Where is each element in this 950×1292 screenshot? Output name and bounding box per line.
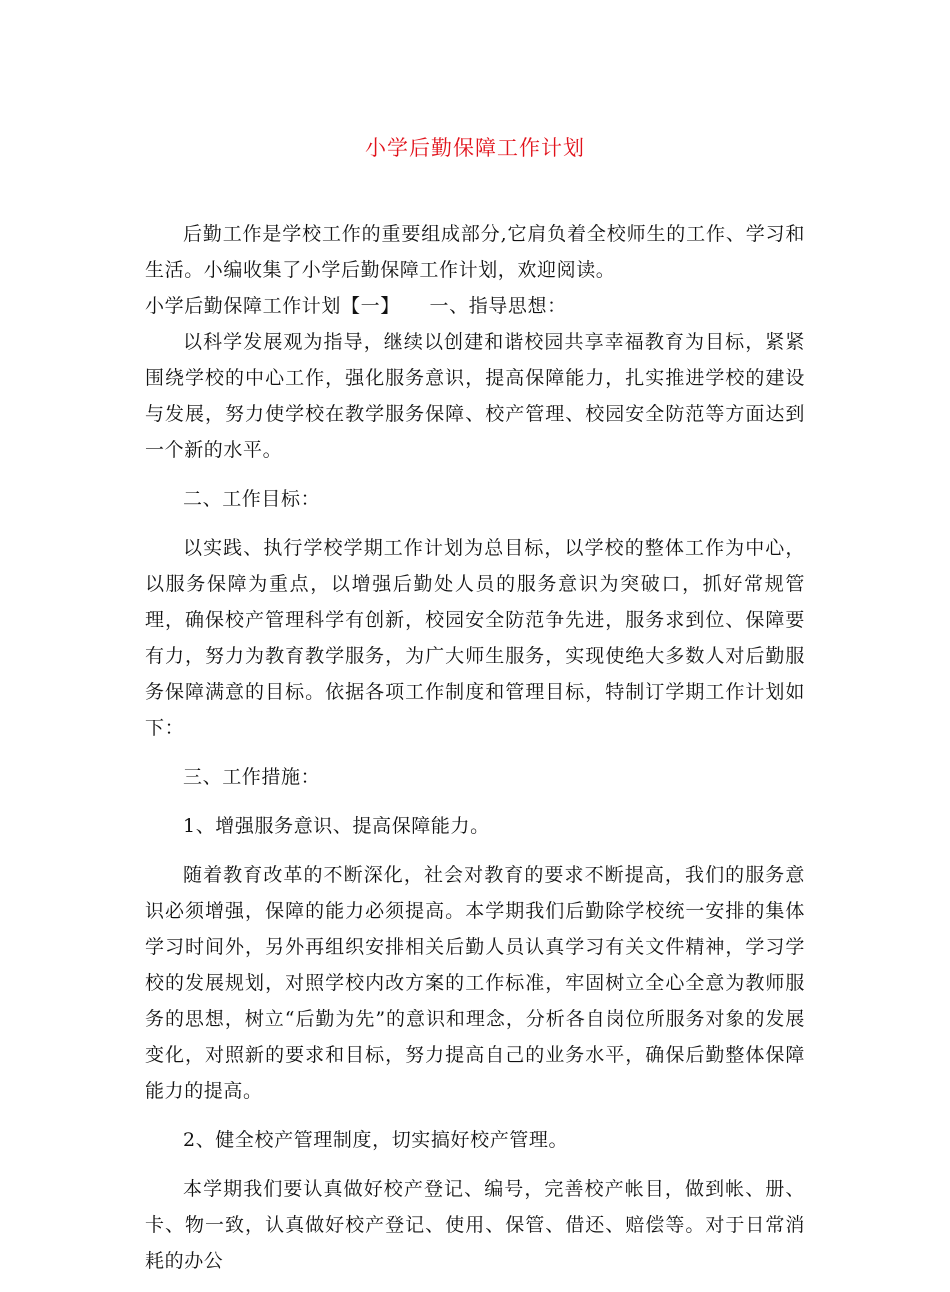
intro-paragraph: 后勤工作是学校工作的重要组成部分,它肩负着全校师生的工作、学习和生活。小编收集了小学后勤保障工作计划，欢迎阅读。: [145, 223, 805, 281]
measure-heading-two: 2、健全校产管理制度，切实搞好校产管理。: [183, 1129, 569, 1151]
guiding-ideology-paragraph: 以科学发展观为指导，继续以创建和谐校园共享幸福教育为目标，紧紧围绕学校的中心工作，强化服务意识，提高保障能力，扎实推进学校的建设与发展，努力使学校在教学服务保障、校产管理、校园安全防范等方面达到一个新的水平。: [145, 331, 805, 461]
document-body: [145, 216, 805, 1292]
measure-one-paragraph: 随着教育改革的不断深化，社会对教育的要求不断提高，我们的服务意识必须增强，保障的能力必须提高。本学期我们后勤除学校统一安排的集体学习时间外，另外再组织安排相关后勤人员认真学习有关文件精神，学习学校的发展规划，对照学校内改方案的工作标准，牢固树立全心全意为教师服务的思想，树立“后勤为先”的意识和理念，分析各自岗位所服务对象的发展变化，对照新的要求和目标，努力提高自己的业务水平，确保后勤整体保障能力的提高。: [145, 864, 805, 1102]
measure-heading-one: 1、增强服务意识、提高保障能力。: [183, 815, 490, 837]
document-title: 小学后勤保障工作计划: [365, 136, 585, 160]
plan-heading-one: 小学后勤保障工作计划【一】 一、指导思想：: [145, 295, 567, 317]
measure-two-paragraph: 本学期我们要认真做好校产登记、编号，完善校产帐目，做到帐、册、卡、物一致，认真做好校产登记、使用、保管、借还、赔偿等。对于日常消耗的办公: [145, 1178, 805, 1272]
section-heading-measures: 三、工作措施：: [183, 766, 321, 788]
section-heading-goals: 二、工作目标：: [183, 488, 321, 510]
goals-paragraph: 以实践、执行学校学期工作计划为总目标，以学校的整体工作为中心，以服务保障为重点，以增强后勤处人员的服务意识为突破口，抓好常规管理，确保校产管理科学有创新，校园安全防范争先进，服务求到位、保障要有力，努力为教育教学服务，为广大师生服务，实现使绝大多数人对后勤服务保障满意的目标。依据各项工作制度和管理目标，特制订学期工作计划如下：: [145, 537, 805, 739]
